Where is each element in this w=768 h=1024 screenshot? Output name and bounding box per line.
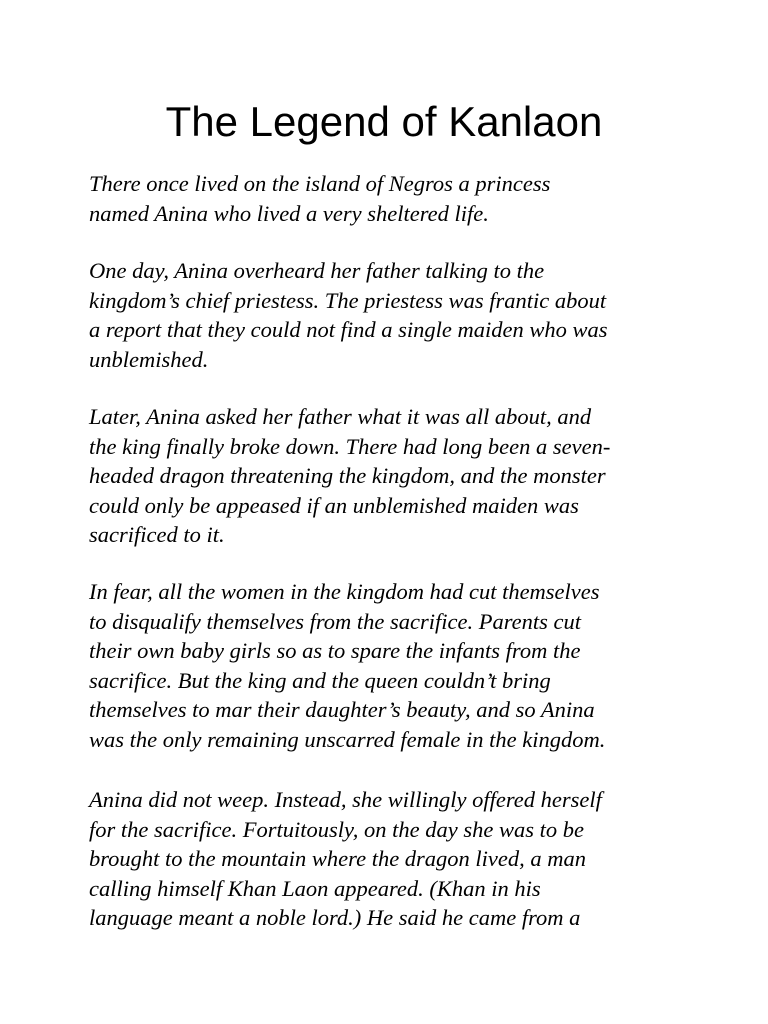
paragraph-line: the king finally broke down. There had long been a seven- (89, 433, 611, 459)
paragraph-line: for the sacrifice. Fortuitously, on the day she was to be (89, 816, 584, 842)
paragraph-line: sacrifice. But the king and the queen couldn’t bring (89, 667, 551, 693)
paragraph-line: to disqualify themselves from the sacrifice. Parents cut (89, 608, 581, 634)
paragraph-1 (89, 169, 689, 228)
page-title: The Legend of Kanlaon (165, 98, 603, 145)
paragraph-line: calling himself Khan Laon appeared. (Khan in his (89, 875, 541, 901)
paragraph-line: language meant a noble lord.) He said he came from a (89, 905, 581, 931)
paragraph-line: headed dragon threatening the kingdom, and the monster (89, 463, 606, 489)
paragraph-line: unblemished. (89, 346, 209, 372)
paragraph-line: brought to the mountain where the dragon lived, a man (89, 846, 587, 872)
paragraph-4 (89, 577, 689, 755)
paragraph-line: named Anina who lived a very sheltered life. (89, 200, 489, 226)
paragraph-line: was the only remaining unscarred female in the kingdom. (89, 726, 606, 752)
paragraph-line: Anina did not weep. Instead, she willingly offered herself (89, 787, 602, 812)
paragraph-line: sacrificed to it. (89, 522, 225, 548)
paragraph-line: a report that they could not find a single maiden who was (89, 317, 608, 343)
paragraph-2 (89, 256, 689, 374)
paragraph-line: Later, Anina asked her father what it was all about, and (89, 404, 592, 429)
paragraph-line: One day, Anina overheard her father talking to the (89, 258, 545, 283)
paragraph-line: kingdom’s chief priestess. The priestess was frantic about (89, 287, 607, 313)
paragraph-line: themselves to mar their daughter’s beauty, and so Anina (89, 697, 595, 723)
paragraph-line: There once lived on the island of Negros a princess (89, 171, 551, 196)
paragraph-line: could only be appeased if an unblemished maiden was (89, 492, 579, 518)
paragraph-5 (89, 785, 689, 933)
paragraph-line: In fear, all the women in the kingdom had cut themselves (89, 579, 600, 604)
paragraph-line: their own baby girls so as to spare the infants from the (89, 638, 581, 664)
paragraph-3 (89, 402, 689, 550)
